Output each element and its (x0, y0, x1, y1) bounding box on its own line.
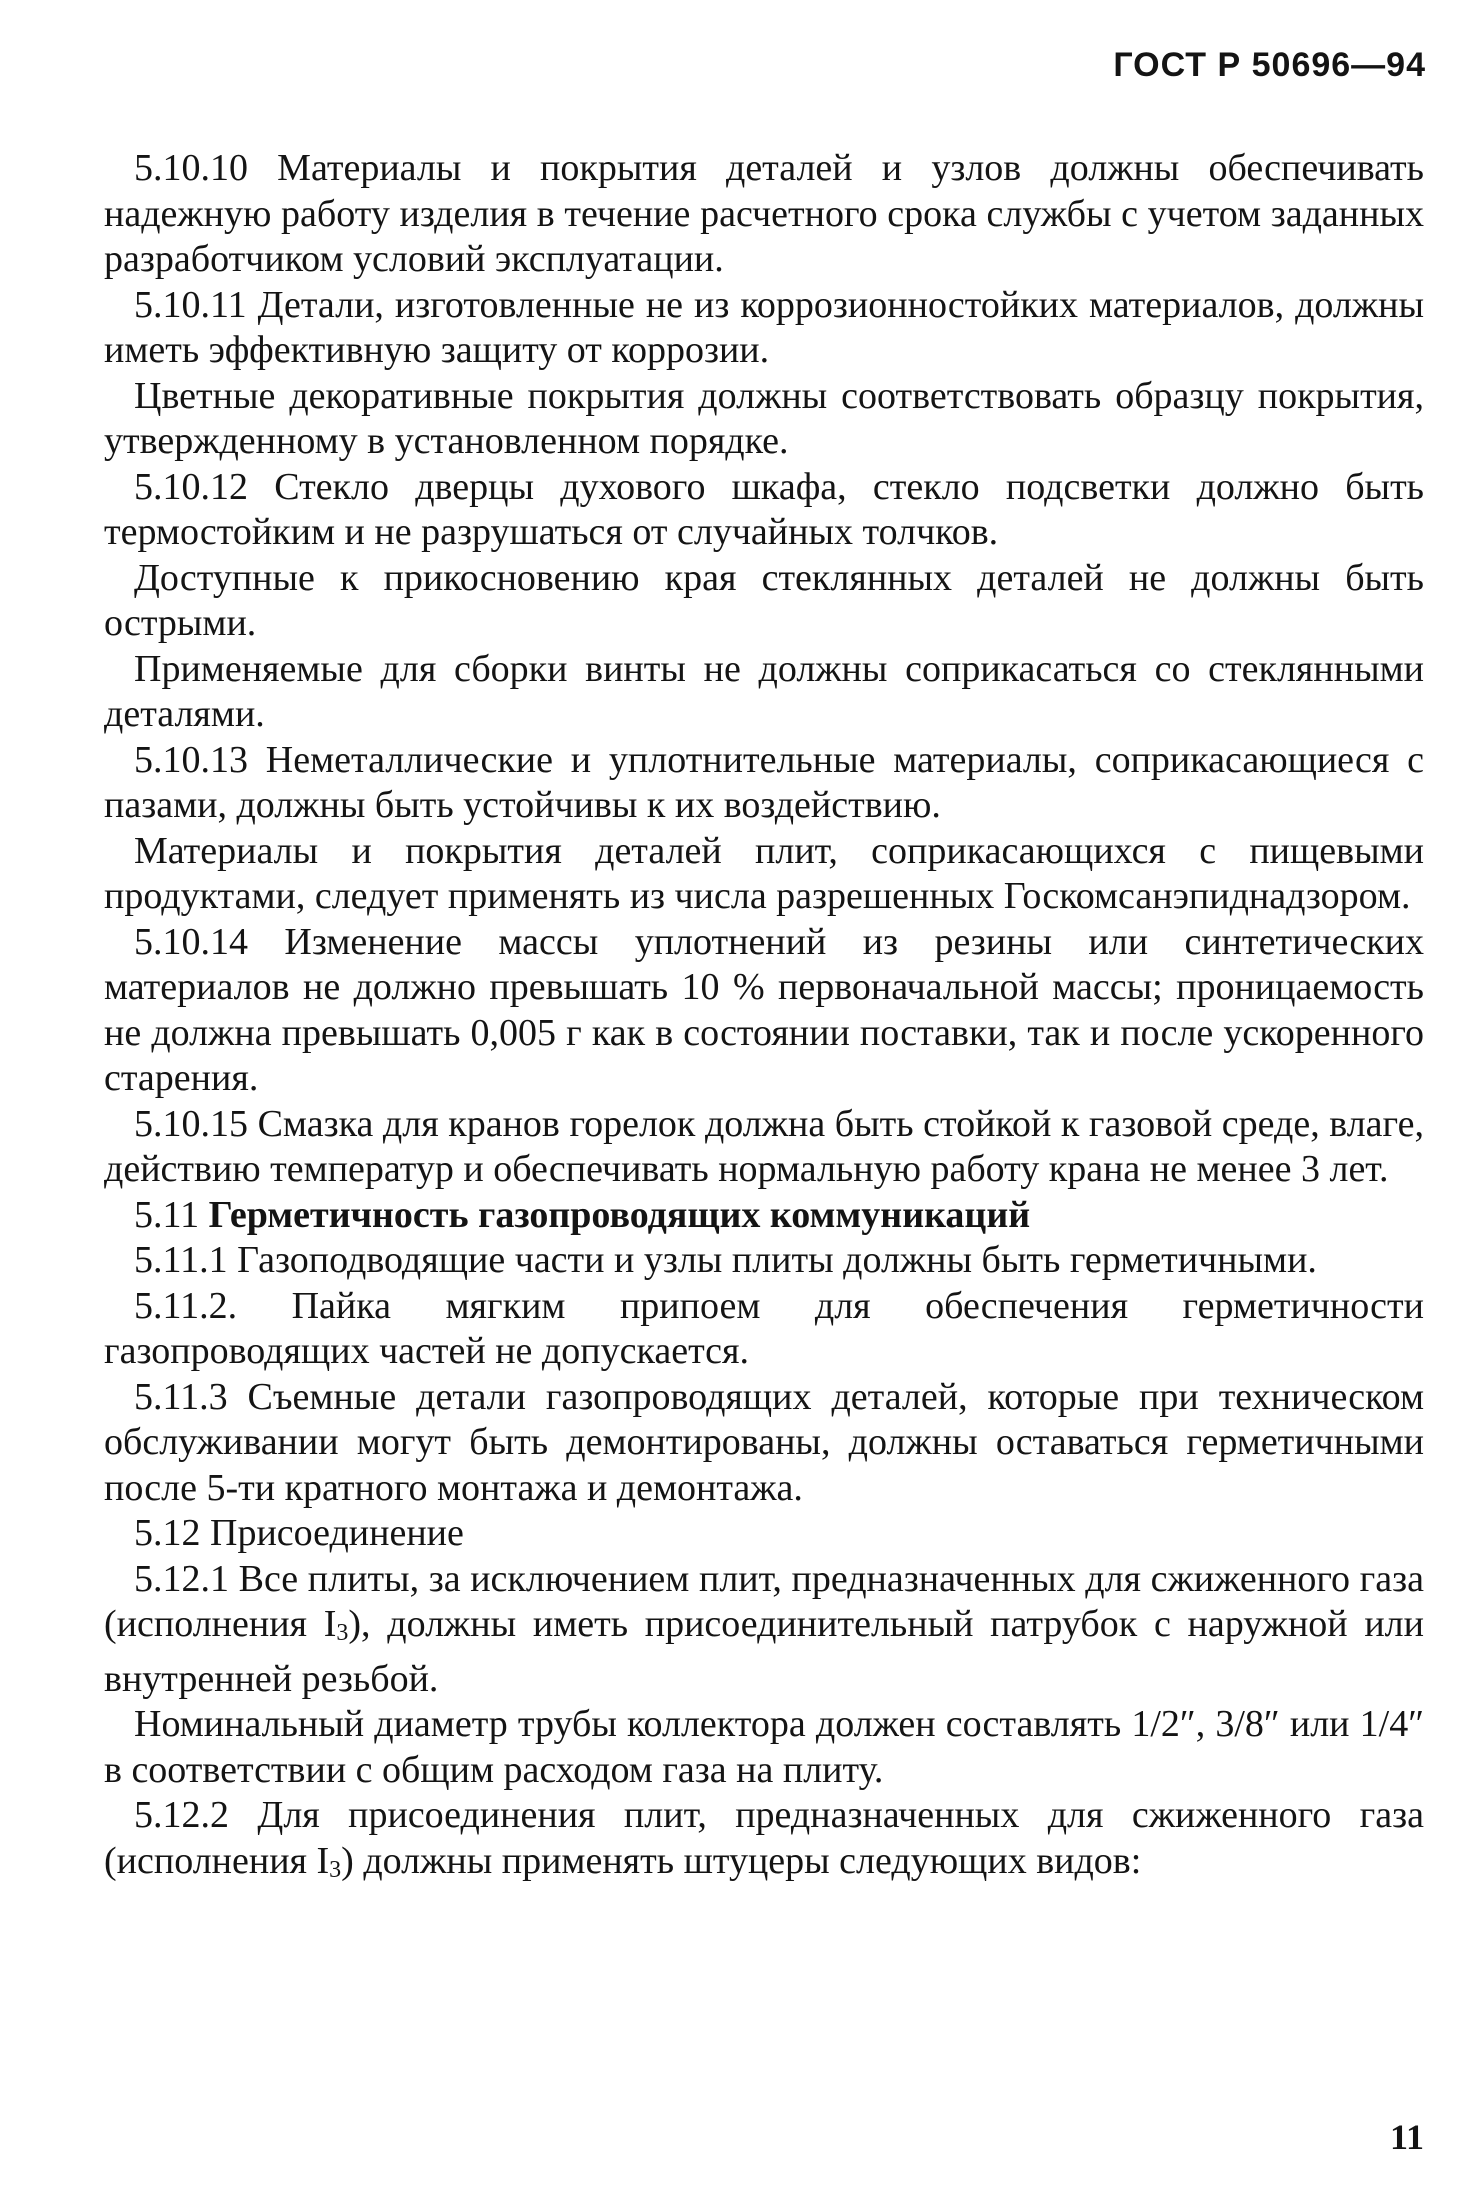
paragraph-5-12-1 (104, 1557, 1424, 1703)
section-number-5-11: 5.11 (134, 1193, 200, 1236)
diameter-text-b: в соответствии с общим расходом газа на плиту. (104, 1748, 884, 1791)
fraction-one-quarter: 1/4″ (1359, 1703, 1425, 1745)
paragraph-5-12-1-diameter (104, 1702, 1424, 1793)
paragraph-5-10-15: 5.10.15 Смазка для кранов горелок должна быть стойкой к газовой среде, влаге, действию температур и обеспечивать нормальную работу крана не менее 3 лет. (104, 1102, 1424, 1190)
fraction-three-eighths: 3/8″ (1215, 1703, 1280, 1745)
fraction-one-half: 1/2″ (1131, 1703, 1196, 1745)
paragraph-5-10-12: 5.10.12 Стекло дверцы духового шкафа, стекло подсветки должно быть термостойким и не разрушаться от случайных толчков. (104, 465, 1424, 553)
section-heading-5-11 (104, 1193, 1424, 1239)
paragraph-5-11-1: 5.11.1 Газоподводящие части и узлы плиты должны быть герметичными. (134, 1239, 1317, 1281)
paragraph-5-10-11: 5.10.11 Детали, изготовленные не из коррозионностойких материалов, должны иметь эффективную защиту от коррозии. (104, 283, 1424, 371)
paragraph-5-12-2 (104, 1793, 1424, 1893)
fraction-separator: , (1195, 1703, 1216, 1745)
page-number: 11 (1389, 2117, 1424, 2157)
standard-code-header: ГОСТ Р 50696—94 (1113, 46, 1426, 84)
subscript-3-second: 3 (329, 1856, 342, 1883)
paragraph-5-10-12-glass-edges: Доступные к прикосновению края стеклянных деталей не должны быть острыми. (104, 556, 1424, 644)
paragraph-5-12-1-part-b: ), должны иметь присоединительный патрубок с наружной или внутренней резьбой. (104, 1603, 1424, 1700)
subscript-3: 3 (336, 1620, 349, 1646)
section-title-5-11: Герметичность газопроводящих коммуникаций (208, 1193, 1031, 1236)
paragraph-5-10-10: 5.10.10 Материалы и покрытия деталей и узлов должны обеспечивать надежную работу изделия в течение расчетного срока службы с учетом заданных разработчиком условий эксплуатации. (104, 147, 1424, 280)
paragraph-5-12-2-part-b: ) должны применять штуцеры следующих видов: (341, 1839, 1142, 1882)
paragraph-5-10-14: 5.10.14 Изменение массы уплотнений из резины или синтетических материалов не должно превышать 10 % первоначальной массы; проницаемость не должна превышать 0,005 г как в состоянии поставки, так и после ускоренного старения. (104, 920, 1424, 1099)
paragraph-5-10-11-colored-coatings: Цветные декоративные покрытия должны соответствовать образцу покрытия, утвержденному в установленном порядке. (104, 374, 1424, 462)
section-heading-5-12: 5.12 Присоединение (134, 1512, 464, 1554)
paragraph-5-11-2: 5.11.2. Пайка мягким припоем для обеспечения герметичности газопроводящих частей не допускается. (104, 1284, 1424, 1372)
diameter-text-a: Номинальный диаметр трубы коллектора должен составлять (134, 1703, 1132, 1745)
paragraph-5-10-13: 5.10.13 Неметаллические и уплотнительные материалы, соприкасающиеся с пазами, должны быть устойчивы к их воздействию. (104, 738, 1424, 826)
paragraph-5-10-13-food-contact: Материалы и покрытия деталей плит, соприкасающихся с пищевыми продуктами, следует применять из числа разрешенных Госкомсанэпиднадзором. (104, 829, 1424, 917)
paragraph-5-11-3: 5.11.3 Съемные детали газопроводящих деталей, которые при техническом обслуживании могут быть демонтированы, должны оставаться герметичными после 5-ти кратного монтажа и демонтажа. (104, 1375, 1424, 1509)
paragraph-5-10-12-screws: Применяемые для сборки винты не должны соприкасаться со стеклянными деталями. (104, 647, 1424, 735)
paragraph-5-12-1-part-a: 5.12.1 Все плиты, за исключением плит, предназначенных для сжиженного газа (исполнения I (104, 1557, 1424, 1645)
document-body (104, 146, 1424, 1893)
fraction-or: или (1279, 1703, 1360, 1745)
paragraph-5-12-2-part-a: 5.12.2 Для присоединения плит, предназначенных для сжиженного газа (исполнения I (104, 1794, 1424, 1882)
